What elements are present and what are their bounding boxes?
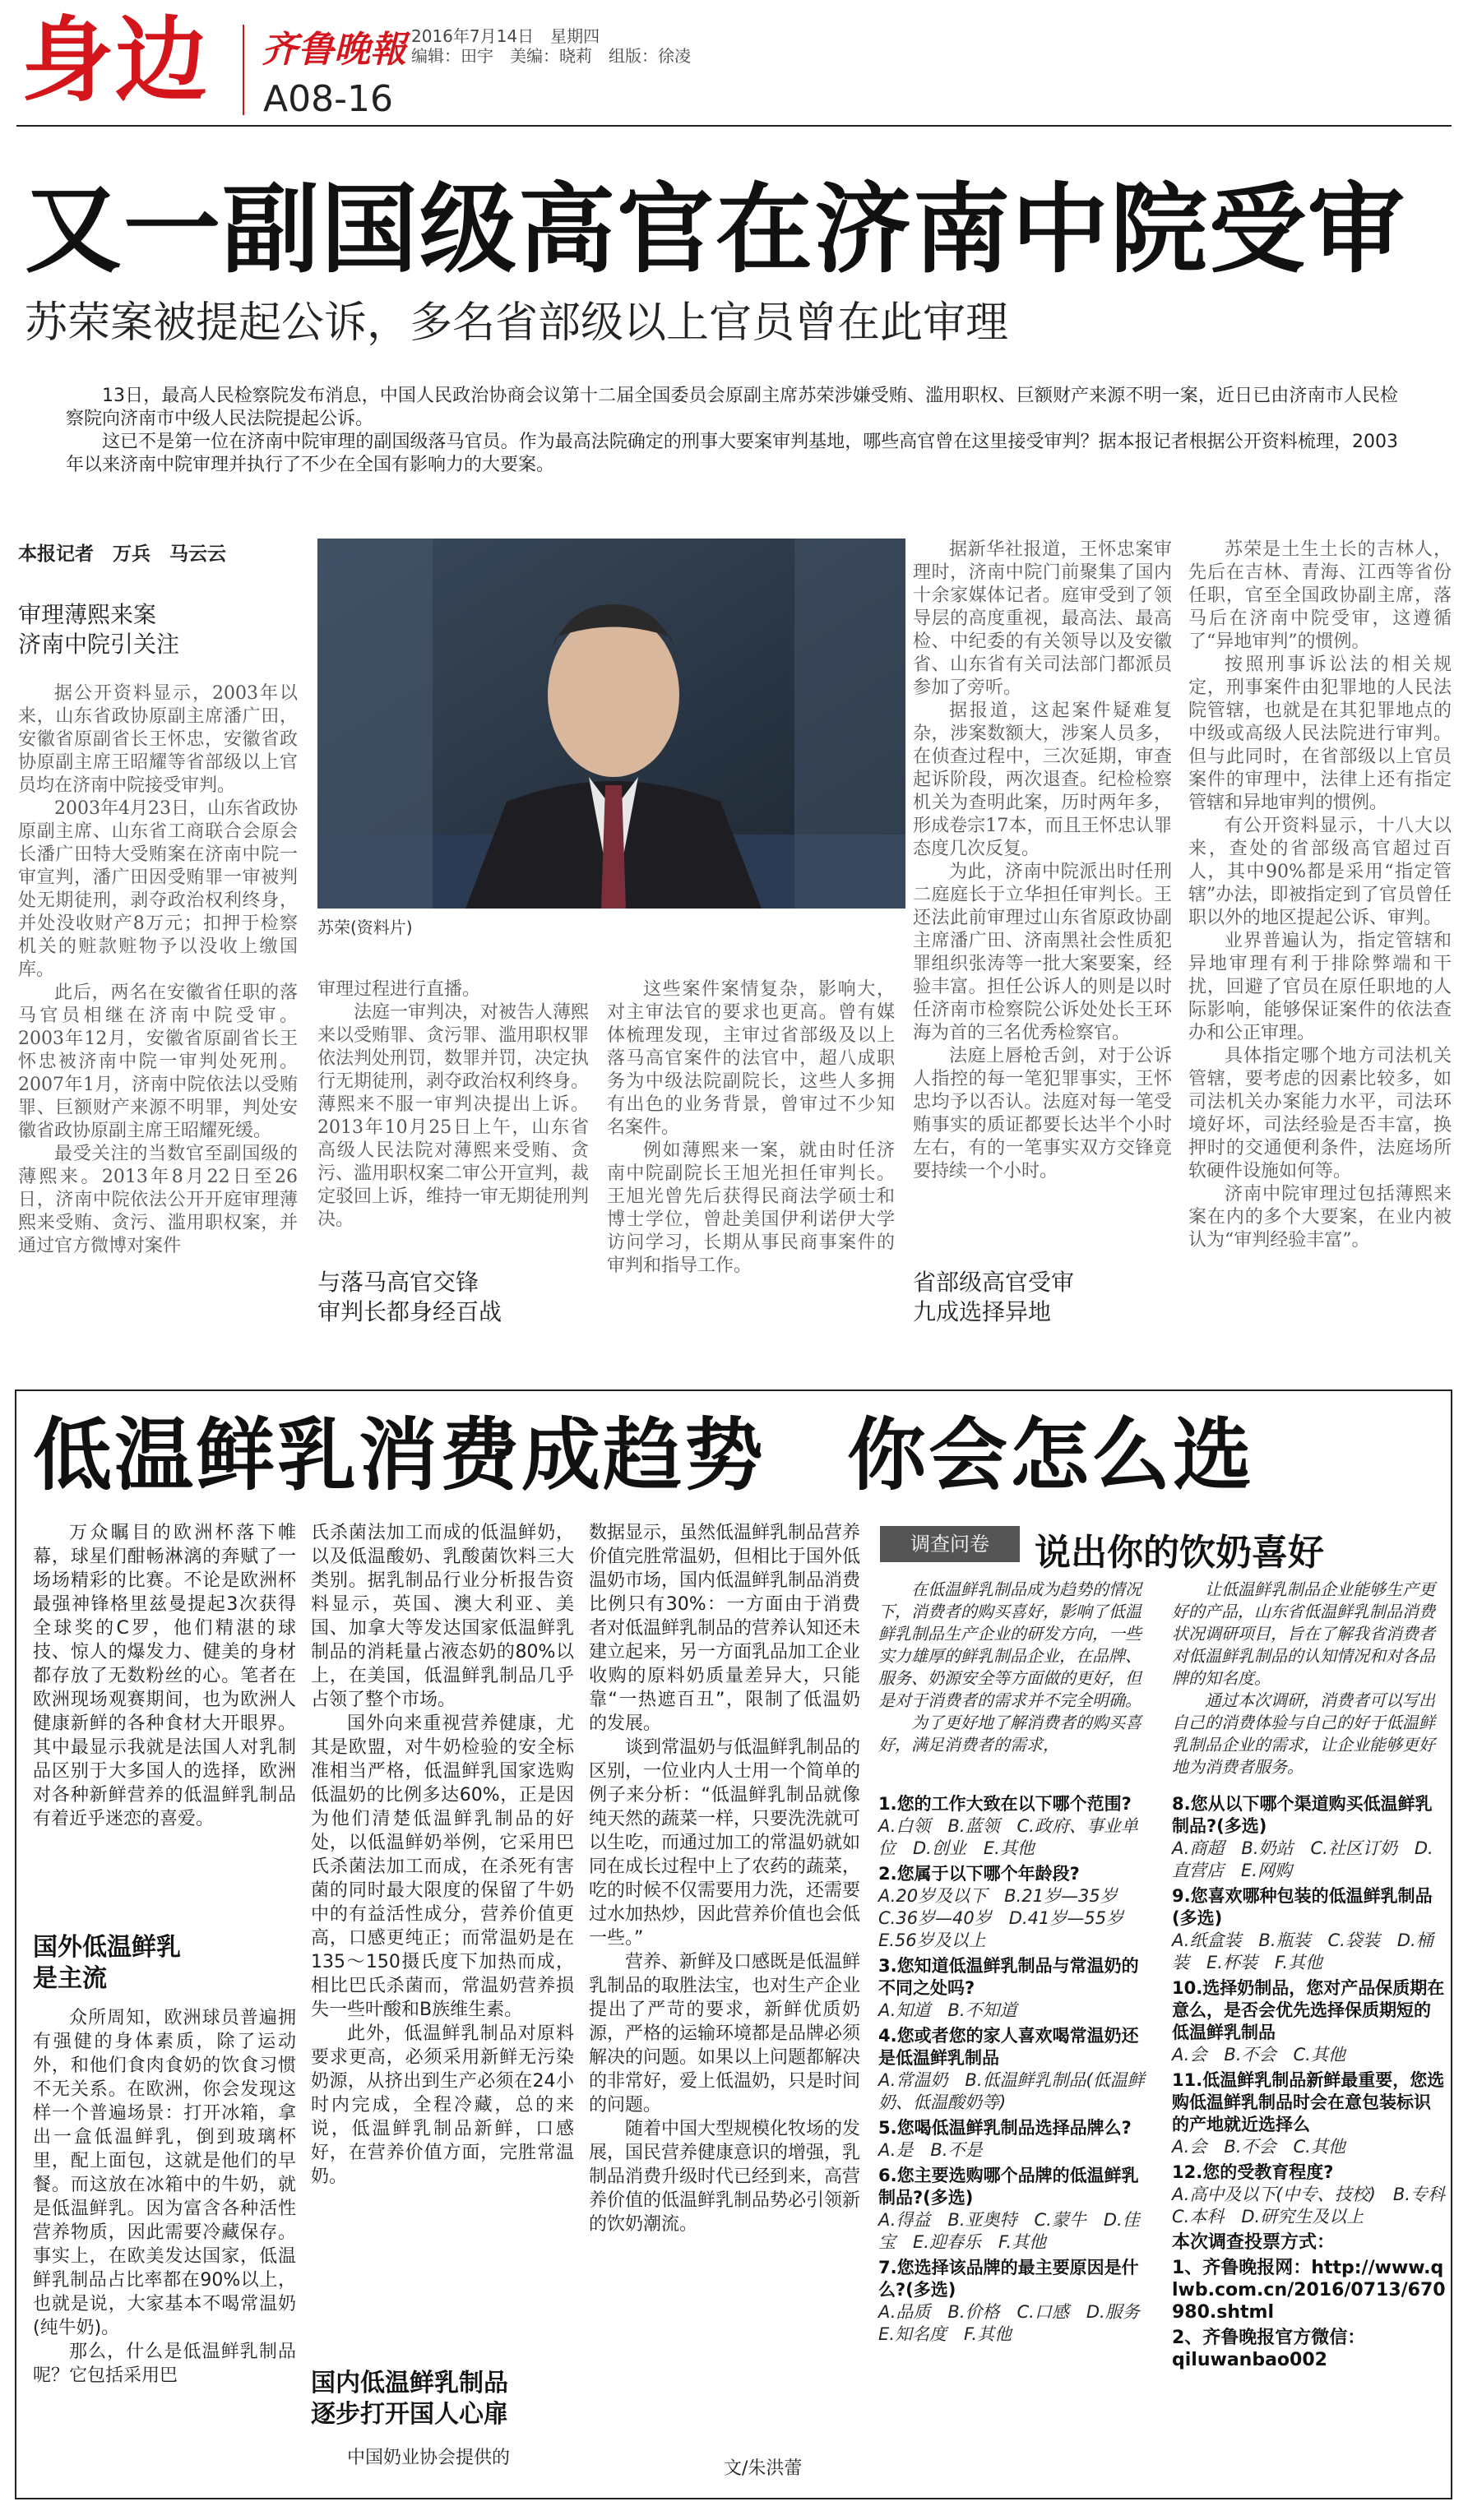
paragraph: 有公开资料显示，十八大以来，查处的省部级高官超过百人，其中90%都是采用“指定管辖”办法，即被指定到了官员曾任职以外的地区提起公诉、审判。 <box>1188 816 1452 928</box>
paragraph: 让低温鲜乳制品企业能够生产更好的产品，山东省低温鲜乳制品消费状况调研项目，旨在了解我省消费者对低温鲜乳制品的认知情况和对各品牌的知名度。 <box>1172 1579 1435 1688</box>
story1-column-1 <box>18 682 298 1357</box>
paragraph: 此外，低温鲜乳制品对原料要求更高，必须采用新鲜无污染奶源，从挤出到生产必须在24小时内完成，全程冷藏，总的来说，低温鲜乳制品新鲜，口感好，在营养价值方面，完胜常温奶。 <box>311 2023 574 2187</box>
question-options[interactable]: A.是 B.不是 <box>878 2140 983 2160</box>
page-number: A08-16 <box>263 78 393 120</box>
editors-line: 编辑：田宇 美编：晓莉 组版：徐凌 <box>411 46 691 66</box>
story1-column-3 <box>607 978 895 1357</box>
paragraph: 万众瞩目的欧洲杯落下帷幕，球星们酣畅淋漓的奔赋了一场场精彩的比赛。不论是欧洲杯最强神锋格里兹曼提起3次获得全球奖的C罗，他们精湛的球技、惊人的爆发力、健美的身材都存放了无数粉丝的心。笔者在欧洲现场观赛期间，也为欧洲人健康新鲜的各种食材大开眼界。其中最显示我就是法国人对乳制品区别于大多国人的选择，欧洲对各种新鲜营养的低温鲜乳制品有着近乎迷恋的喜爱。 <box>33 1523 296 1829</box>
survey-question <box>1172 1885 1446 1974</box>
survey-question <box>878 2257 1157 2346</box>
question-options[interactable]: A.白领 B.蓝领 C.政府、事业单位 D.创业 E.其他 <box>878 1816 1138 1858</box>
survey-question <box>878 2025 1152 2114</box>
story1-subheading-3: 省部级高官受审 九成选择异地 <box>913 1269 1075 1325</box>
question-options[interactable]: A.得益 B.亚奥特 C.蒙牛 D.佳宝 E.迎春乐 F.其他 <box>878 2210 1140 2252</box>
question-options[interactable]: A.20岁及以下 B.21岁—35岁 C.36岁—40岁 D.41岁—55岁 E.56岁及以上 <box>878 1886 1142 1950</box>
paragraph: 济南中院审理过包括薄熙来案在内的多个大要案，在业内被认为“审判经验丰富”。 <box>1188 1184 1452 1251</box>
story2-column-a <box>33 1521 296 1998</box>
paragraph: 为了更好地了解消费者的购买喜好，满足消费者的需求， <box>878 1713 1142 1755</box>
question-text: 11.低温鲜乳制品新鲜最重要，您选购低温鲜乳制品时会在意包装标识的产地就近选择么 <box>1172 2070 1445 2134</box>
story1-subheading-2: 与落马高官交锋 审判长都身经百战 <box>317 1269 502 1325</box>
survey-tag: 调查问卷 <box>880 1526 1020 1562</box>
masthead-rule <box>16 125 1452 127</box>
portrait-image <box>317 539 905 909</box>
question-text: 6.您主要选购哪个品牌的低温鲜乳制品?(多选) <box>878 2166 1139 2208</box>
paragraph: 2003年4月23日，山东省政协原副主席、山东省工商联合会原会长潘广田特大受贿案在济南中院一审宣判，潘广田因受贿罪一审被判处无期徒刑，剥夺政治权利终身，并处没收财产8万元；扣押于检察机关的赃款赃物予以没收上缴国库。 <box>18 798 298 980</box>
survey-question <box>878 1863 1152 1952</box>
newspaper-name: 齐鲁晚報 <box>262 29 406 71</box>
paragraph: 国外向来重视营养健康，尤其是欧盟，对牛奶检验的安全标准相当严格，低温鲜乳国家选购低温奶的比例多达60%，正是因为他们清楚低温鲜乳制品的好处，以低温鲜奶举例，它采用巴氏杀菌法加工而成，在杀死有害菌的同时最大限度的保留了牛奶中的有益活性成分，营养价值更高，口感更纯正；而常温奶是在135～150摄氏度下加热而成，相比巴氏杀菌而，常温奶营养损失一些叶酸和B族维生素。 <box>311 1713 574 2020</box>
story2-headline: 低温鲜乳消费成趋势 你会怎么选 <box>33 1409 1254 1501</box>
story1-subheading-1: 审理薄熙来案 济南中院引关注 <box>18 601 180 658</box>
paragraph: 按照刑事诉讼法的相关规定，刑事案件由犯罪地的人民法院管辖，也就是在其犯罪地点的中级或高级人民法院进行审判。但与此同时，在省部级以上官员案件的审理中，法律上还有指定管辖和异地审判的惯例。 <box>1188 654 1452 813</box>
paragraph: 在低温鲜乳制品成为趋势的情况下，消费者的购买喜好，影响了低温鲜乳制品生产企业的研发方向，一些实力雄厚的鲜乳制品企业，在品牌、服务、奶源安全等方面做的更好，但是对于消费者的需求并不完全明确。 <box>878 1579 1142 1710</box>
paragraph: 这些案件案情复杂，影响大，对主审法官的要求也更高。曾有媒体梳理发现，主审过省部级及以上落马高官案件的法官中，超八成职务为中级法院副院长，这些人多拥有出色的业务背景，曾审过不少知名案件。 <box>607 979 895 1138</box>
lead-paragraph: 13日，最高人民检察院发布消息，中国人民政治协商会议第十二届全国委员会原副主席苏荣涉嫌受贿、滥用职权、巨额财产来源不明一案，近日已由济南市人民检察院向济南市中级人民法院提起公诉。 <box>66 386 1398 429</box>
paragraph: 审理过程进行直播。 <box>317 979 481 1000</box>
question-options[interactable]: A.知道 B.不知道 <box>878 2000 1017 2020</box>
survey-question <box>878 2165 1152 2254</box>
question-text: 2.您属于以下哪个年龄段? <box>878 1864 1080 1884</box>
survey-question <box>1172 2162 1462 2228</box>
paragraph: 氏杀菌法加工而成的低温鲜奶，以及低温酸奶、乳酸菌饮料三大类别。据乳制品行业分析报告资料显示，英国、澳大利亚、美国、加拿大等发达国家低温鲜乳制品的消耗量占液态奶的80%以上，在美国，低温鲜乳制品几乎占领了整个市场。 <box>311 1523 574 1710</box>
survey-questions-left <box>878 1793 1157 2374</box>
masthead-divider <box>243 25 244 115</box>
story2-subheading-a: 国外低温鲜乳 是主流 <box>33 1933 181 1993</box>
survey-intro-left <box>878 1579 1152 1778</box>
question-options[interactable]: A.会 B.不会 C.其他 <box>1172 2045 1345 2065</box>
paragraph: 据报道，这起案件疑难复杂，涉案数额大，涉案人员多，在侦查过程中，三次延期，审查起诉阶段，两次退查。纪检检察机关为查明此案，历时两年多，形成卷宗17本，而且王怀忠认罪态度几次反复。 <box>913 701 1172 859</box>
section-title: 身边 <box>21 7 209 114</box>
paragraph: 苏荣是土生土长的吉林人，先后在吉林、青海、江西等省份任职，官至全国政协副主席，落马后在济南中院受审，这遵循了“异地审判”的惯例。 <box>1188 539 1452 652</box>
question-options[interactable]: A.商超 B.奶站 C.社区订奶 D.直营店 E.网购 <box>1172 1838 1433 1880</box>
story1-headline: 又一副国级高官在济南中院受审 <box>25 173 1407 286</box>
survey-questions-right <box>1172 1793 1462 2374</box>
survey-question <box>878 1793 1152 1860</box>
paragraph: 最受关注的当数官至副国级的薄熙来。2013年8月22日至26日，济南中院依法公开开庭审理薄熙来受贿、贪污、滥用职权案，并通过官方微博对案件 <box>18 1144 298 1256</box>
question-options[interactable]: A.品质 B.价格 C.口感 D.服务 E.知名度 F.其他 <box>878 2302 1157 2344</box>
story1-subhead: 苏荣案被提起公诉，多名省部级以上官员曾在此审理 <box>25 298 1009 348</box>
paragraph: 法庭一审判决，对被告人薄熙来以受贿罪、贪污罪、滥用职权罪依法判处刑罚，数罪并罚，决定执行无期徒刑，剥夺政治权利终身。薄熙来不服一审判决提出上诉。2013年10月25日上午，山东省高级人民法院对薄熙来受贿、贪污、滥用职权案二审公开宣判，裁定驳回上诉，维持一审无期徒刑判决。 <box>317 1002 590 1230</box>
survey-intro-right <box>1172 1579 1446 1778</box>
survey-method-title: 本次调查投票方式： <box>1172 2232 1336 2253</box>
paragraph: 那么，什么是低温鲜乳制品呢？它包括采用巴 <box>33 2342 296 2386</box>
question-options[interactable]: A.高中及以下(中专、技校) B.专科 C.本科 D.研究生及以上 <box>1172 2185 1462 2226</box>
paragraph: 中国奶业协会提供的 <box>347 2448 511 2468</box>
paragraph: 众所周知，欧洲球员普遍拥有强健的身体素质，除了运动外，和他们食肉食奶的饮食习惯不无关系。在欧洲，你会发现这样一个普遍场景：打开冰箱，拿出一盒低温鲜乳，倒到玻璃杯里，配上面包，这就是他们的早餐。而这放在冰箱中的牛奶，就是低温鲜乳。因为富含各种活性营养物质，因此需要冷藏保存。事实上，在欧美发达国家，低温鲜乳制品占比率都在90%以上，也就是说，大家基本不喝常温奶(纯牛奶)。 <box>33 2008 296 2338</box>
paragraph: 此后，两名在安徽省任职的落马官员相继在济南中院受审。2003年12月，安徽省原副省长王怀忠被济南中院一审判处死刑。2007年1月，济南中院依法以受贿罪、巨额财产来源不明罪，判处安徽省政协原副主席王昭耀死缓。 <box>18 983 298 1141</box>
story1-lead <box>66 385 1398 477</box>
paragraph: 具体指定哪个地方司法机关管辖，要考虑的因素比较多，如司法机关办案能力水平，司法环境好坏，司法经验是否丰富，换押时的交通便利条件，法庭场所软硬件设施如何等。 <box>1188 1046 1452 1181</box>
question-options[interactable]: A.常温奶 B.低温鲜乳制品(低温鲜奶、低温酸奶等) <box>878 2070 1145 2112</box>
paragraph: 据公开资料显示，2003年以来，山东省政协原副主席潘广田，安徽省原副省长王怀忠，安徽省政协原副主席王昭耀等省部级以上官员均在济南中院接受审判。 <box>18 683 298 796</box>
question-text: 3.您知道低温鲜乳制品与常温奶的不同之处吗? <box>878 1956 1139 1998</box>
paragraph: 通过本次调研，消费者可以写出自己的消费体验与自己的好于低温鲜乳制品企业的需求，让企业能够更好地为消费者服务。 <box>1172 1690 1435 1777</box>
survey-method-web[interactable]: 1、齐鲁晚报网：http://www.qlwb.com.cn/2016/0713/670980.shtml <box>1172 2258 1446 2323</box>
question-text: 5.您喝低温鲜乳制品选择品牌么? <box>878 2118 1132 2138</box>
paragraph: 谈到常温奶与低温鲜乳制品的区别，一位业内人士用一个简单的例子来分析：“低温鲜乳制品就像纯天然的蔬菜一样，只要洗洗就可以生吃，而通过加工的常温奶就如同在成长过程中上了农药的蔬菜，吃的时候不仅需要用力洗，还需要过水加热炒，因此营养价值也会低一些。” <box>589 1737 861 1949</box>
question-options[interactable]: A.纸盒装 B.瓶装 C.袋装 D.桶装 E.杯装 F.其他 <box>1172 1930 1433 1972</box>
paragraph: 随着中国大型规模化牧场的发展，国民营养健康意识的增强，乳制品消费升级时代已经到来，高营养价值的低温鲜乳制品势必引领新的饮奶潮流。 <box>589 2119 861 2235</box>
question-text: 12.您的受教育程度? <box>1172 2162 1334 2182</box>
story2-column-c <box>589 1521 860 2442</box>
question-text: 9.您喜欢哪种包装的低温鲜乳制品(多选) <box>1172 1886 1433 1928</box>
photo-caption: 苏荣(资料片) <box>317 918 413 937</box>
survey-title: 说出你的饮奶喜好 <box>1035 1532 1324 1574</box>
lead-paragraph: 这已不是第一位在济南中院审理的副国级落马官员。作为最高法院确定的刑事大要案审判基地，哪些高官曾在这里接受审判？据本报记者根据公开资料梳理，2003年以来济南中院审理并执行了不少在全国有影响力的大要案。 <box>66 432 1398 475</box>
story2-column-b <box>311 1521 574 2343</box>
issue-date: 2016年7月14日 星期四 <box>411 26 600 46</box>
survey-question <box>878 1955 1152 2022</box>
question-text: 1.您的工作大致在以下哪个范围? <box>878 1794 1132 1814</box>
survey-question <box>1172 2069 1446 2158</box>
story2-subheading-b: 国内低温鲜乳制品 逐步打开国人心扉 <box>311 2369 508 2429</box>
question-text: 7.您选择该品牌的最主要原因是什么?(多选) <box>878 2258 1139 2300</box>
survey-question <box>878 2117 1152 2162</box>
story2-column-b2 <box>311 2446 574 2479</box>
question-text: 10.选择奶制品，您对产品保质期在意么，是否会优先选择保质期短的低温鲜乳制品 <box>1172 1978 1445 2042</box>
question-text: 4.您或者您的家人喜欢喝常温奶还是低温鲜乳制品 <box>878 2026 1139 2068</box>
paragraph: 例如薄熙来一案，就由时任济南中院副院长王旭光担任审判长。王旭光曾先后获得民商法学硕士和博士学位，曾赴美国伊利诺伊大学访问学习，长期从事民商事案件的审判和指导工作。 <box>607 1140 895 1276</box>
survey-question <box>1172 1977 1446 2066</box>
paragraph: 法庭上唇枪舌剑，对于公诉人指控的每一笔犯罪事实，王怀忠均予以否认。法庭对每一笔受贿事实的质证都要长达半个小时左右，有的一笔事实双方交锋竟要持续一个小时。 <box>913 1046 1172 1181</box>
story2-column-a2 <box>33 2006 296 2483</box>
paragraph: 营养、新鲜及口感既是低温鲜乳制品的取胜法宝，也对生产企业提出了严苛的要求，新鲜优质奶源，严格的运输环境都是品牌必须解决的问题。如果以上问题都解决的非常好，爱上低温奶，只是时间的问题。 <box>589 1952 861 2115</box>
paragraph: 数据显示，虽然低温鲜乳制品营养价值完胜常温奶，但相比于国外低温奶市场，国内低温鲜乳制品消费比例只有30%：一方面由于消费者对低温鲜乳制品的营养认知还未建立起来，另一方面乳品加工企业收购的原料奶质量差异大，只能靠“一热遮百丑”，限制了低温奶的发展。 <box>589 1523 861 1734</box>
story1-column-5 <box>1188 539 1452 1357</box>
byline: 本报记者 万兵 马云云 <box>18 543 226 565</box>
question-text: 8.您从以下哪个渠道购买低温鲜乳制品?(多选) <box>1172 1794 1433 1836</box>
survey-box <box>878 1579 1462 2491</box>
survey-method-wechat[interactable]: 2、齐鲁晚报官方微信：qiluwanbao002 <box>1172 2328 1366 2370</box>
story1-column-4 <box>913 539 1172 1262</box>
survey-question <box>1172 1793 1446 1882</box>
paragraph: 业界普遍认为，指定管辖和异地审理有利于排除弊端和干扰，回避了官员在原任职地的人际影响，能够保证案件的依法查办和公正审理。 <box>1188 931 1452 1043</box>
portrait-photo <box>317 539 905 909</box>
question-options[interactable]: A.会 B.不会 C.其他 <box>1172 2137 1345 2157</box>
story2-author: 文/朱洪蕾 <box>724 2458 803 2479</box>
paragraph: 为此，济南中院派出时任刑二庭庭长于立华担任审判长。王还法此前审理过山东省原政协副主席潘广田、济南黑社会性质犯罪组织张涛等一批大案要案，经验丰富。担任公诉人的则是以时任济南市检察院公诉处处长王环海为首的三名优秀检察官。 <box>913 862 1172 1043</box>
paragraph: 据新华社报道，王怀忠案审理时，济南中院门前聚集了国内十余家媒体记者。庭审受到了领导层的高度重视，最高法、最高检、中纪委的有关领导以及安徽省、山东省有关司法部门都派员参加了旁听。 <box>913 539 1172 698</box>
